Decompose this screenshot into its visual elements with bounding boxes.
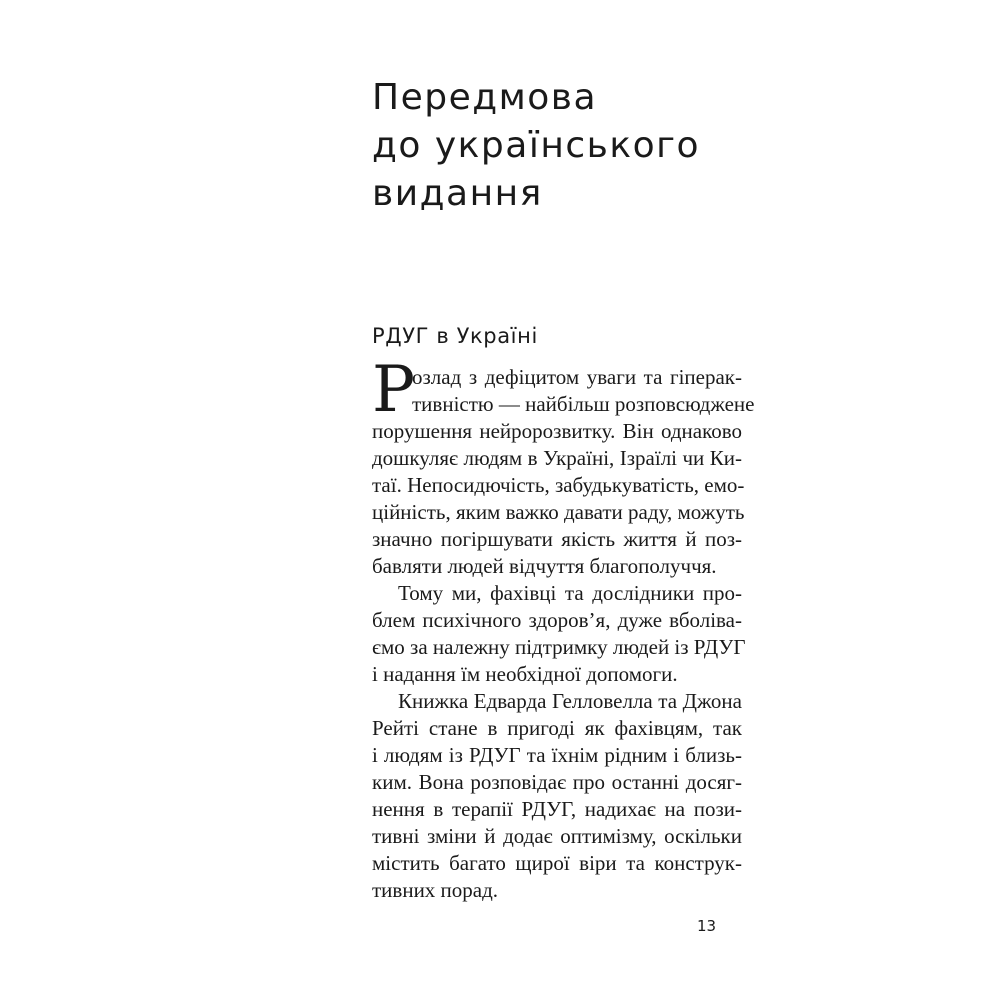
text-line: Книжка Едварда Гелловелла та Джона — [398, 689, 742, 713]
page-number: 13 — [697, 917, 717, 935]
text-line: і надання їм необхідної допомоги. — [372, 662, 678, 686]
text-line: ємо за належну підтримку людей із РДУГ — [372, 635, 746, 659]
body-text — [372, 353, 755, 904]
section-heading: РДУГ в Україні — [372, 324, 538, 348]
chapter-title-line: видання — [372, 173, 543, 214]
text-line: і людям із РДУГ та їхнім рідним і близь- — [372, 743, 742, 767]
paragraph-2 — [372, 580, 746, 688]
chapter-title — [372, 74, 700, 218]
text-line: дошкуляє людям в Україні, Ізраїлі чи Ки- — [372, 446, 742, 470]
text-line: Тому ми, фахівці та дослідники про- — [398, 581, 742, 605]
text-line: тивних порад. — [372, 878, 499, 902]
text-line: ційність, яким важко давати раду, можуть — [372, 500, 745, 524]
paragraph-1 — [372, 364, 755, 580]
paragraph-3 — [372, 688, 742, 904]
text-line: тивністю — найбільш розповсюджене — [412, 392, 755, 416]
chapter-title-line: Передмова — [372, 77, 598, 118]
text-line: блем психічного здоров’я, дуже вболіва- — [372, 608, 742, 632]
text-line: ким. Вона розповідає про останні досяг- — [372, 770, 742, 794]
text-line: озлад з дефіцитом уваги та гіперак- — [412, 365, 742, 389]
text-line: бавляти людей відчуття благополуччя. — [372, 554, 717, 578]
text-line: містить багато щирої віри та конструк- — [372, 851, 742, 875]
text-line: таї. Непосидючість, забудькуватість, емо- — [372, 473, 745, 497]
drop-cap: Р — [372, 353, 416, 427]
text-line: тивні зміни й додає оптимізму, оскільки — [372, 824, 742, 848]
text-line: порушення нейророзвитку. Він однаково — [372, 419, 742, 443]
chapter-title-line: до українського — [372, 125, 701, 166]
text-line: нення в терапії РДУГ, надихає на пози- — [372, 797, 742, 821]
text-line: Рейті стане в пригоді як фахівцям, так — [372, 716, 742, 740]
text-line: значно погіршувати якість життя й поз- — [372, 527, 742, 551]
